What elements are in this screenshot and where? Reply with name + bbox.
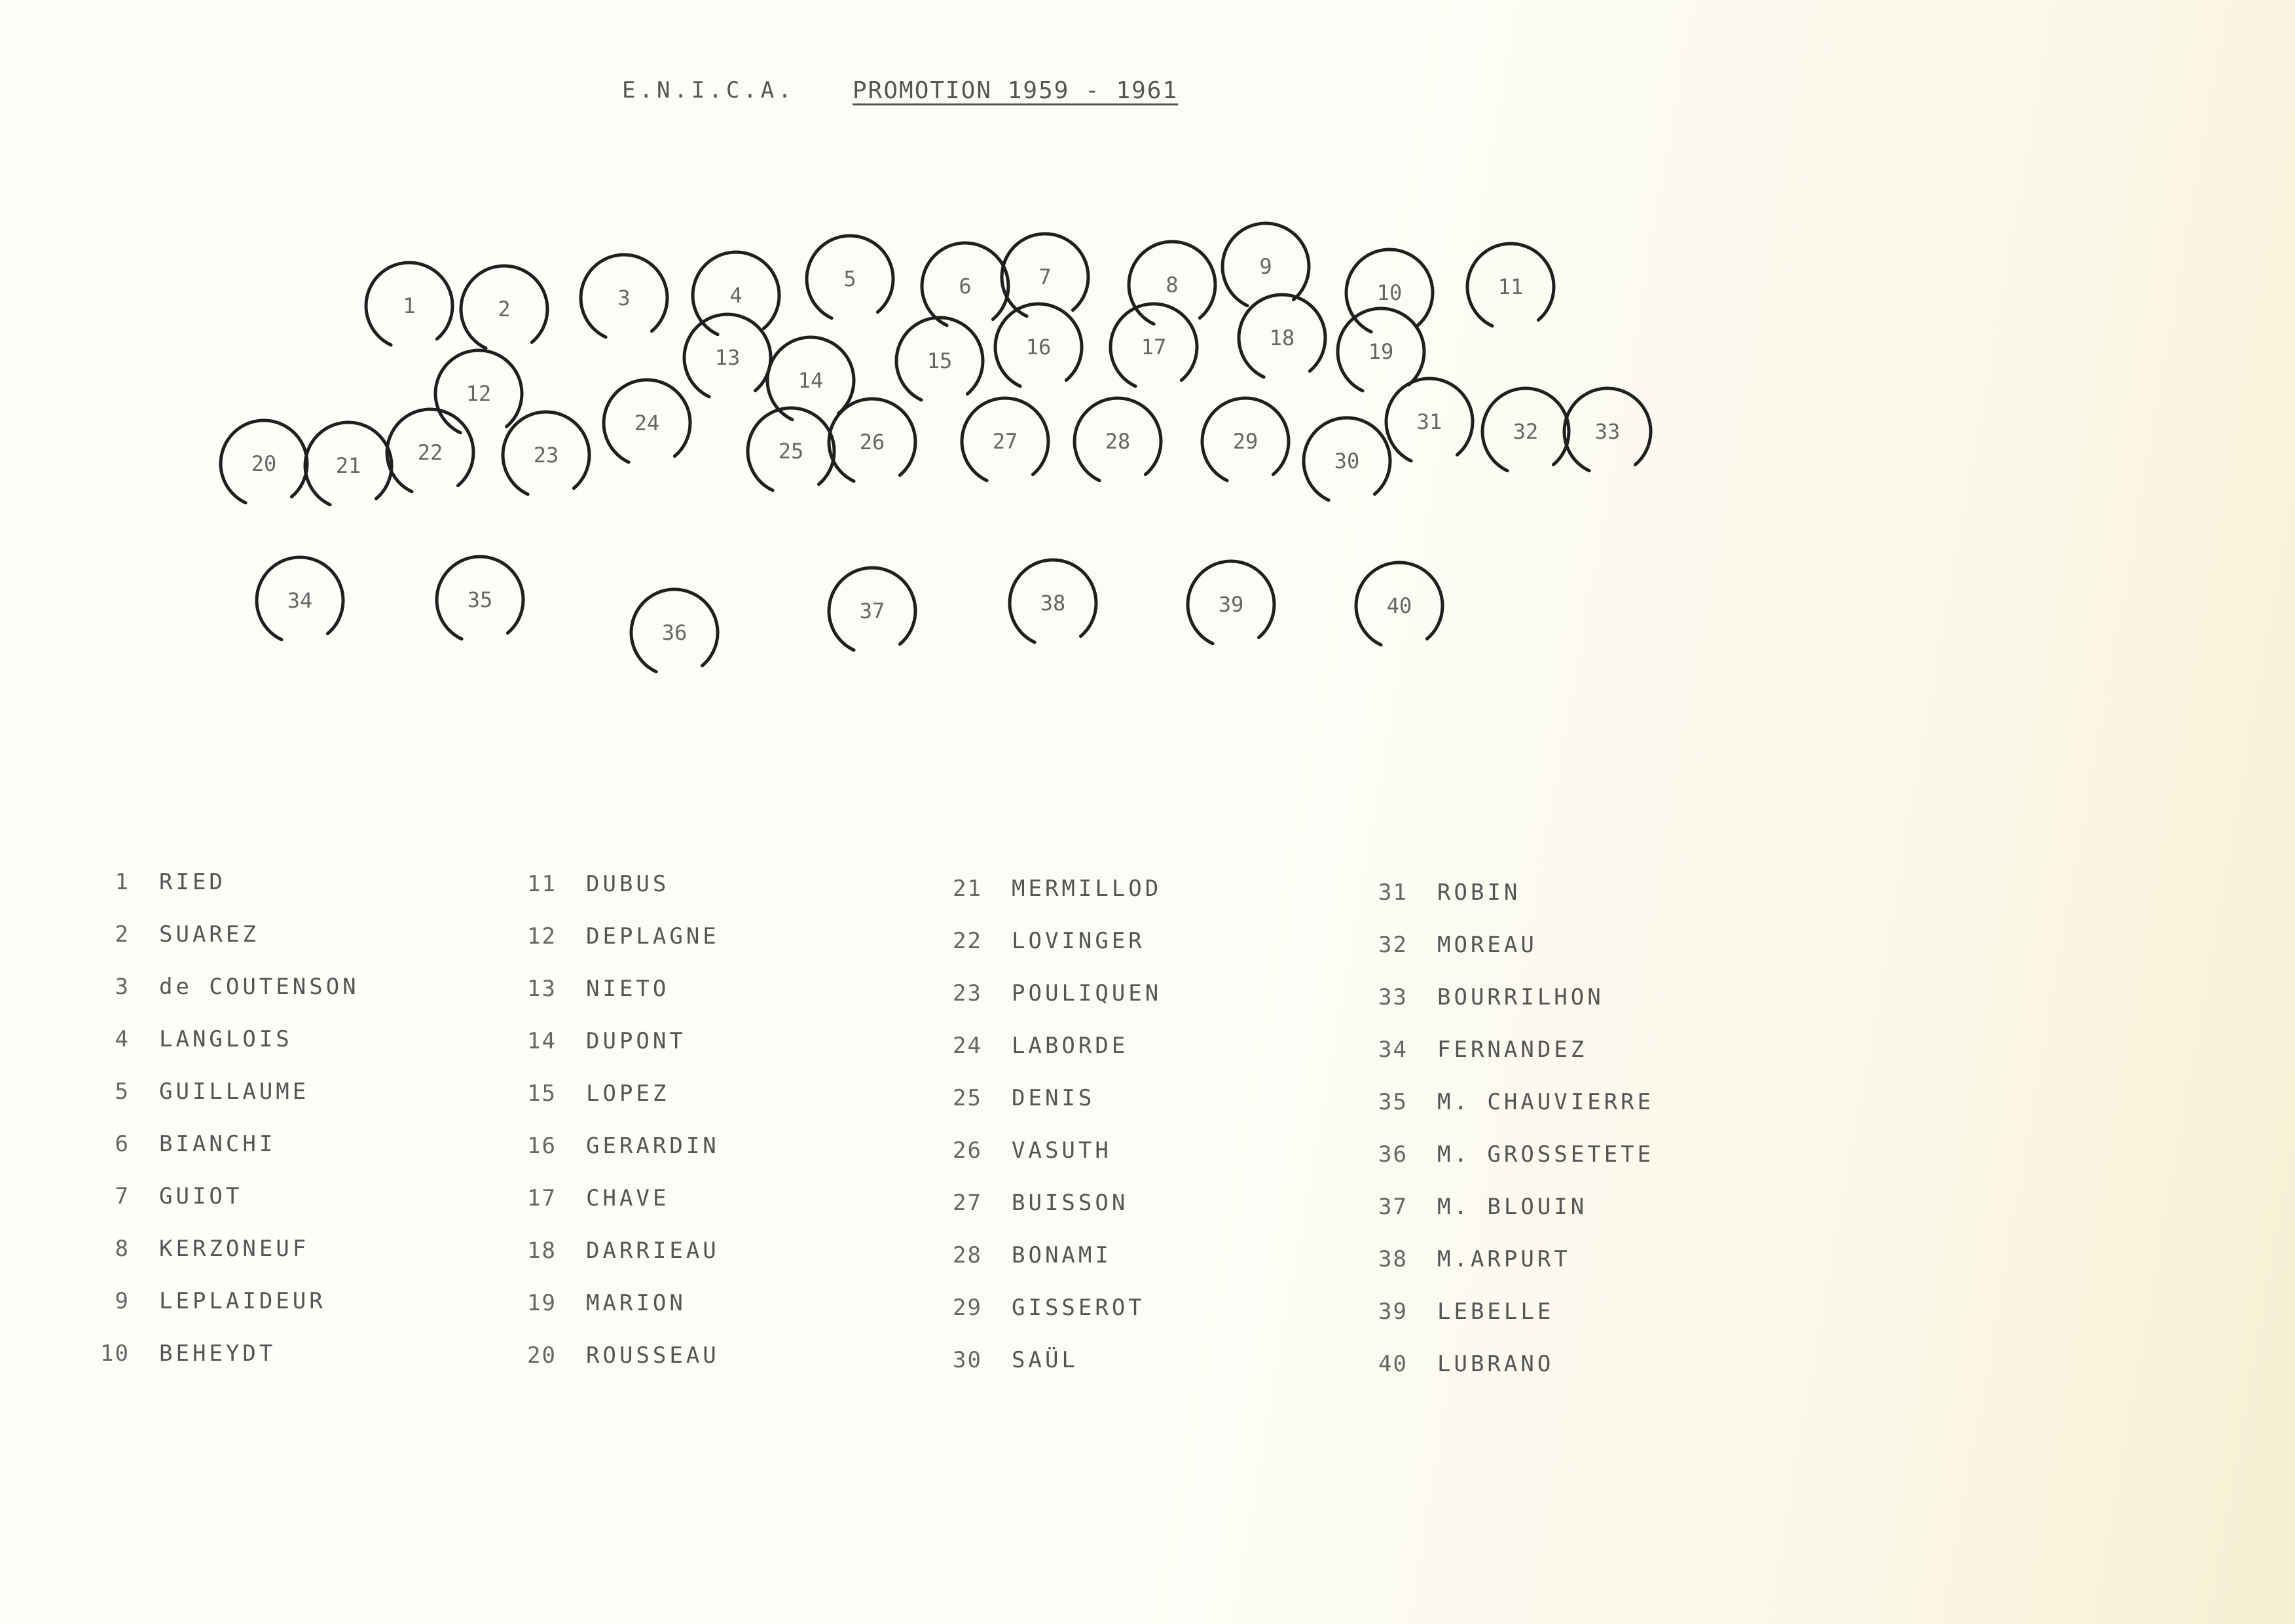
face-number: 24: [634, 411, 660, 435]
face-number: 1: [403, 293, 416, 318]
legend-number: 25: [953, 1085, 982, 1111]
face-number: 29: [1232, 429, 1258, 454]
legend-name: ROBIN: [1437, 879, 1521, 906]
face-number: 17: [1141, 335, 1167, 360]
legend-number: 16: [527, 1133, 557, 1159]
face-number: 13: [714, 345, 741, 370]
face-number: 20: [251, 451, 277, 476]
legend-name: KERZONEUF: [159, 1236, 310, 1262]
legend-name: NIETO: [586, 976, 670, 1002]
face-number: 27: [992, 429, 1018, 454]
legend-number: 39: [1378, 1299, 1408, 1325]
legend-number: 26: [953, 1137, 982, 1164]
legend-name: MERMILLOD: [1012, 876, 1162, 902]
legend-name: LUBRANO: [1437, 1351, 1554, 1377]
face-number: 38: [1040, 591, 1066, 616]
face-number: 25: [778, 439, 804, 464]
legend-name: MOREAU: [1437, 932, 1537, 958]
legend-number: 33: [1378, 984, 1408, 1010]
face-number: 23: [533, 443, 559, 468]
legend-number: 21: [953, 876, 982, 902]
legend-number: 8: [115, 1236, 130, 1262]
legend-name: FERNANDEZ: [1437, 1037, 1588, 1063]
face-number: 19: [1368, 339, 1394, 364]
legend-name: M. CHAUVIERRE: [1437, 1089, 1655, 1115]
legend-number: 20: [527, 1342, 557, 1369]
face-number: 21: [335, 453, 361, 478]
legend-number: 15: [527, 1080, 557, 1107]
face-number: 37: [859, 599, 885, 623]
legend-number: 24: [953, 1033, 982, 1059]
legend-name: BIANCHI: [159, 1131, 276, 1157]
legend-number: 19: [527, 1290, 557, 1316]
legend-number: 7: [115, 1183, 130, 1209]
face-number: 2: [498, 297, 511, 322]
legend-number: 13: [527, 976, 557, 1002]
legend-name: BOURRILHON: [1437, 984, 1604, 1010]
legend-name: SUAREZ: [159, 921, 259, 948]
legend-number: 38: [1378, 1246, 1408, 1272]
legend-name: DEPLAGNE: [586, 923, 720, 950]
legend-name: LEBELLE: [1437, 1299, 1554, 1325]
legend-number: 28: [953, 1242, 982, 1268]
promotion-title: PROMOTION 1959 - 1961: [853, 77, 1179, 104]
school-name: E.N.I.C.A.: [622, 77, 796, 103]
legend-name: BUISSON: [1012, 1190, 1129, 1216]
legend-name: LOPEZ: [586, 1080, 670, 1107]
face-number: 18: [1269, 325, 1295, 350]
face-number: 14: [798, 368, 824, 393]
legend-number: 6: [115, 1131, 130, 1157]
legend-number: 27: [953, 1190, 982, 1216]
legend-name: LANGLOIS: [159, 1026, 293, 1052]
legend-number: 4: [115, 1026, 130, 1052]
face-number: 12: [466, 381, 492, 406]
legend-number: 32: [1378, 932, 1408, 958]
face-number: 39: [1218, 592, 1244, 617]
legend-number: 12: [527, 923, 557, 950]
legend-name: DENIS: [1012, 1085, 1095, 1111]
face-number: 28: [1105, 429, 1131, 454]
legend-name: MARION: [586, 1290, 686, 1316]
legend-name: M. BLOUIN: [1437, 1194, 1588, 1220]
face-number: 31: [1416, 409, 1442, 434]
face-number: 11: [1497, 274, 1524, 299]
legend-number: 11: [527, 871, 557, 897]
legend-name: BEHEYDT: [159, 1340, 276, 1367]
legend-number: 40: [1378, 1351, 1408, 1377]
legend-name: M. GROSSETETE: [1437, 1141, 1655, 1168]
legend-name: LABORDE: [1012, 1033, 1129, 1059]
face-number: 15: [927, 348, 953, 373]
legend-number: 18: [527, 1238, 557, 1264]
face-number: 36: [661, 620, 688, 645]
face-number: 5: [843, 267, 856, 291]
legend-name: CHAVE: [586, 1185, 670, 1211]
legend-number: 10: [100, 1340, 130, 1367]
legend-number: 3: [115, 974, 130, 1000]
legend-name: de COUTENSON: [159, 974, 359, 1000]
face-number: 22: [417, 440, 443, 465]
legend-number: 36: [1378, 1141, 1408, 1168]
legend-number: 14: [527, 1028, 557, 1054]
legend-number: 29: [953, 1295, 982, 1321]
legend-number: 2: [115, 921, 130, 948]
legend-number: 34: [1378, 1037, 1408, 1063]
face-number: 6: [959, 274, 972, 299]
face-number: 3: [617, 286, 631, 310]
legend-name: GUILLAUME: [159, 1079, 310, 1105]
face-number: 40: [1386, 593, 1412, 618]
legend-number: 37: [1378, 1194, 1408, 1220]
legend-name: RIED: [159, 869, 226, 895]
face-number: 32: [1513, 419, 1539, 444]
face-number: 9: [1259, 254, 1272, 279]
legend-name: M.ARPURT: [1437, 1246, 1571, 1272]
face-number: 7: [1038, 265, 1052, 289]
face-number: 26: [859, 430, 885, 454]
legend-name: GISSEROT: [1012, 1295, 1145, 1321]
legend-name: LEPLAIDEUR: [159, 1288, 326, 1314]
legend-number: 9: [115, 1288, 130, 1314]
legend-number: 31: [1378, 879, 1408, 906]
face-number: 10: [1376, 280, 1403, 305]
face-number: 30: [1334, 449, 1360, 473]
face-number: 4: [729, 283, 743, 308]
face-number: 33: [1594, 419, 1621, 444]
legend-number: 30: [953, 1347, 982, 1373]
legend-number: 5: [115, 1079, 130, 1105]
legend-name: DUBUS: [586, 871, 670, 897]
face-number: 35: [467, 587, 493, 612]
legend-name: VASUTH: [1012, 1137, 1112, 1164]
face-number: 34: [287, 588, 313, 613]
legend-name: LOVINGER: [1012, 928, 1145, 954]
legend-name: SAÜL: [1012, 1347, 1078, 1373]
legend-name: GUIOT: [159, 1183, 243, 1209]
legend-name: DARRIEAU: [586, 1238, 720, 1264]
legend-name: ROUSSEAU: [586, 1342, 720, 1369]
face-number: 8: [1166, 272, 1179, 297]
legend-name: GERARDIN: [586, 1133, 720, 1159]
legend-name: DUPONT: [586, 1028, 686, 1054]
legend-number: 17: [527, 1185, 557, 1211]
face-number: 16: [1025, 335, 1052, 360]
legend-name: POULIQUEN: [1012, 980, 1162, 1006]
legend-name: BONAMI: [1012, 1242, 1112, 1268]
legend-number: 22: [953, 928, 982, 954]
legend-number: 35: [1378, 1089, 1408, 1115]
legend-number: 1: [115, 869, 130, 895]
legend-number: 23: [953, 980, 982, 1006]
